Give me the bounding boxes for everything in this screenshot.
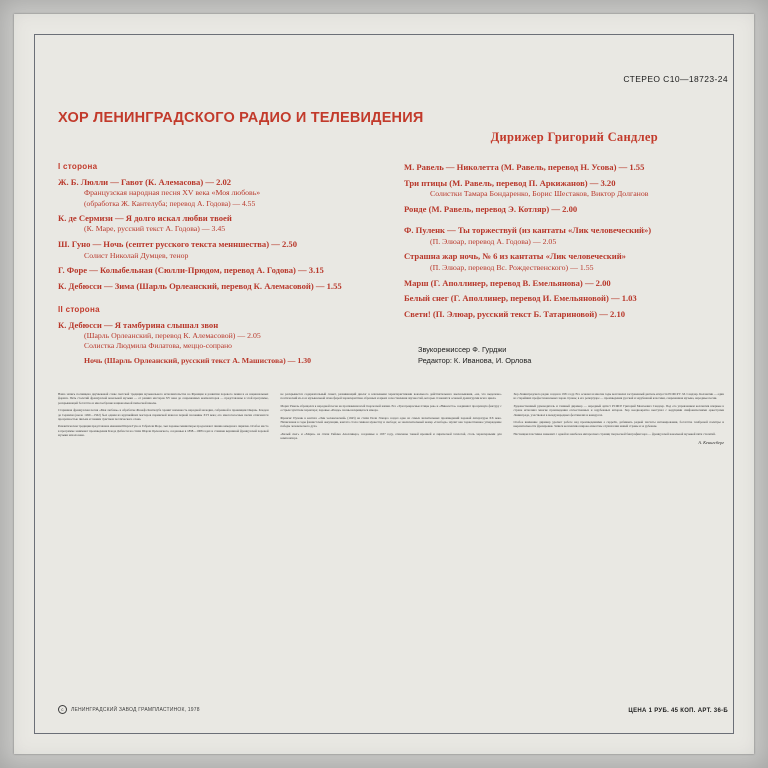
paragraph: не раскрывается содержательный сюжет, развивающий диалог в ключевыми характеристиками вокального действительного высказывания, «на, что выделено» поэтический из-за и музыкальной атмосферой характеристика образных и ярких сопоставления звучностей, которые становятся основой драматургии всего цикла. — [280, 392, 502, 401]
track-item — [404, 162, 724, 173]
publisher-text: ЛЕНИНГРАДСКИЙ ЗАВОД ГРАМПЛАСТИНОК, 1978 — [71, 706, 200, 713]
price-line: ЦЕНА 1 РУБ. 45 КОП. АРТ. 36-Б — [628, 708, 728, 714]
track-item — [404, 251, 724, 273]
track-title: Ф. Пуленк — Ты торжествуй (из кантаты «Лик человеческий») — [404, 225, 652, 236]
track-note-2: (обработка Ж. Кантелуба; перевод А. Годова) — 4.55 — [84, 198, 256, 208]
track-item — [58, 320, 388, 352]
side-one-heading: I сторона — [58, 162, 98, 171]
liner-notes-column-2 — [280, 392, 501, 446]
tracklist-right-column — [404, 162, 724, 325]
track-note: (П. Элюар, перевод А. Годова) — 2.05 — [430, 236, 557, 246]
paragraph: Франсис Пуленк в кантате «Лик человеческий» (1943) на стихи Поля Элюара создал одно из самых значительных произведений хоровой литературы XX века. Написанная в годы фашистской оккупации, кантата стала гимном мужеству и свободе; ее заключительный номер «Свобода» звучит как торжественное утверждение победы человеческого духа. — [280, 415, 502, 429]
liner-notes-column-1 — [58, 392, 268, 446]
track-title: К. де Сермизи — Я долго искал любви твоей — [58, 213, 232, 224]
track-title: К. Дебюсси — Зима (Шарль Орлеанский, перевод К. Алемасовой) — 1.55 — [58, 281, 342, 292]
track-item — [58, 356, 388, 366]
track-title: М. Равель — Николетта (М. Равель, перевод Н. Усова) — 1.55 — [404, 162, 645, 172]
author-signature: А. Кенигсберг — [698, 440, 724, 446]
tracklist-left-column — [58, 162, 388, 371]
track-note: Солист Николай Думцев, тенор — [84, 250, 189, 260]
track-item — [404, 278, 724, 289]
track-note: Французская народная песня XV века «Моя любовь» — [84, 188, 261, 198]
editor-credit: Редактор: К. Иванова, И. Орлова — [418, 356, 532, 366]
track-title: Белый снег (Г. Аполлинер, перевод И. Емельяновой) — 1.03 — [404, 293, 637, 304]
track-note: (П. Элюар, перевод Вс. Рождественского) — 1.55 — [430, 262, 594, 272]
track-item — [404, 293, 724, 304]
side-two-heading: II сторона — [58, 304, 100, 314]
track-item — [404, 309, 724, 320]
record-sleeve-back — [14, 14, 754, 754]
track-title: Ночь (Шарль Орлеанский, русский текст А. Машистова) — 1.30 — [84, 355, 312, 365]
track-note-2: Солистка Людмила Филатова, меццо-сопрано — [84, 341, 232, 351]
liner-notes — [58, 392, 724, 446]
paragraph: Настоящая пластинка знакомит с одной из наиболее интересных страниц творческой биографии хора — французской вокальной музыкой пяти столетий. — [513, 431, 716, 436]
track-note: Солистки Тамара Бондаренко, Борис Шестаков, Виктор Долганов — [430, 189, 649, 199]
paragraph: Особое внимание дирижер уделяет работе над произведениями a cappella, добиваясь редкой чистоты интонирования, богатства тембровой палитры и выразительности фразировки. Записи коллектива широко известны слушателям нашей страны и за рубежом. — [513, 419, 724, 429]
track-title: Ж. Б. Люлли — Гавот (К. Алемасова) — 2.02 — [58, 177, 232, 187]
track-title: К. Дебюсси — Я тамбурина слышал звон — [58, 319, 219, 330]
page-title: ХОР ЛЕНИНГРАДСКОГО РАДИО И ТЕЛЕВИДЕНИЯ — [58, 110, 424, 126]
track-item — [58, 265, 388, 276]
track-title: Страшна жар ночь, № 6 из кантаты «Лик человеческий» — [404, 251, 626, 262]
paragraph: Морис Равель обращался к народной песне на протяжении всей творческой жизни. Его «Три прекрасные птицы рая» и «Николетта» соединяют прозрачную фактуру с острым чувством характера; хоровые «Ронде» полны искрящегося юмора. — [280, 403, 502, 413]
paragraph: Художественный руководитель и главный дирижер — народный артист РСФСР Григорий Моисеевич Сандлер. Под его управлением коллектив впервые в стране исполнил многие произведения отечественных и зарубежных авторов. Хор неоднократно выступал с ведущими симфоническими оркестрами Ленинграда, участвовал в международных фестивалях и конкурсах. — [513, 403, 724, 417]
paragraph: Наша запись посвящена двухвековой славе светской традиции музыкального исполнительства во Франции и развитии хорового пения в ее национальных формах. Пять столетий французской вокальной музыки — от ранних мастеров XV века до современных композиторов — представлены в этой программе, раскрывающей богатство и многообразие национальной певческой школы. — [58, 392, 269, 405]
paragraph: Хор Ленинградского радио создан в 1931 году. Его основал и многие годы возглавлял заслуженный деятель искусств РСФСР Г. М. Сандлер. Коллектив — один из старейших профессиональных хоров страны; в его репертуаре — произведения русской и зарубежной классики, современная музыка, народные песни. — [513, 392, 724, 401]
track-note: (К. Маре, русский текст А. Годова) — 3.45 — [84, 224, 226, 234]
track-item — [58, 213, 388, 235]
production-credits — [418, 344, 531, 366]
catalog-number: СТЕРЕО С10—18723-24 — [623, 74, 728, 84]
track-title: Ронде (М. Равель, перевод Э. Котляр) — 2.00 — [404, 203, 578, 214]
track-item — [404, 204, 724, 215]
track-title: Три птицы (М. Равель, перевод П. Аркижанов) — 3.20 — [404, 177, 616, 188]
publisher-line — [58, 705, 200, 714]
track-item — [404, 178, 724, 200]
track-title: Марш (Г. Аполлинер, перевод В. Емельянова) — 2.00 — [404, 277, 611, 288]
track-item — [58, 281, 388, 292]
copyright-icon: c — [58, 705, 67, 714]
paragraph: Старинная французская песня «Моя любовь» в обработке Жозефа Кантелуба хранит напевность народной мелодии, собранной в провинции Овернь. Клоден де Сермизи (около 1490—1562) был одним из крупнейших мастеров парижской шансон первой половины XVI века; его многоголосные песни отличаются прозрачностью письма и тонким чувством поэтического слова. — [58, 408, 269, 421]
conductor-line: Дирижер Григорий Сандлер — [490, 130, 658, 144]
paragraph: «Белый снег» и «Марш» на стихи Гийома Аполлинера, созданные в 1937 году, отмечены тонкой иронией и лирической теплотой, столь характерными для композитора. — [280, 431, 502, 441]
track-item — [58, 177, 388, 209]
track-title: Свети! (П. Элюар, русский текст Б. Татариновой) — 2.10 — [404, 309, 626, 320]
track-title: Г. Форе — Колыбельная (Сюлли-Прюдом, перевод А. Годова) — 3.15 — [58, 265, 324, 276]
liner-notes-column-3 — [514, 392, 724, 446]
track-note: (Шарль Орлеанский, перевод К. Алемасовой) — 2.05 — [84, 330, 261, 340]
sound-engineer-credit: Звукорежиссер Ф. Гурджи — [418, 345, 507, 354]
track-title: Ш. Гуно — Ночь (септет русского текста менншества) — 2.50 — [58, 239, 298, 250]
track-item — [58, 239, 388, 261]
track-item — [404, 225, 724, 247]
paragraph: Романтическая традиция представлена именами Шарля Гуно и Габриэля Форе, чьи хоровые миниатюры продолжают линию камерного лиризма. Особое место в программе занимают произведения Клода Дебюсси на стихи Шарля Орлеанского, созданные в 1898—1908 годах и ставшие вершиной французской хоровой музыки начала века. — [58, 424, 269, 438]
